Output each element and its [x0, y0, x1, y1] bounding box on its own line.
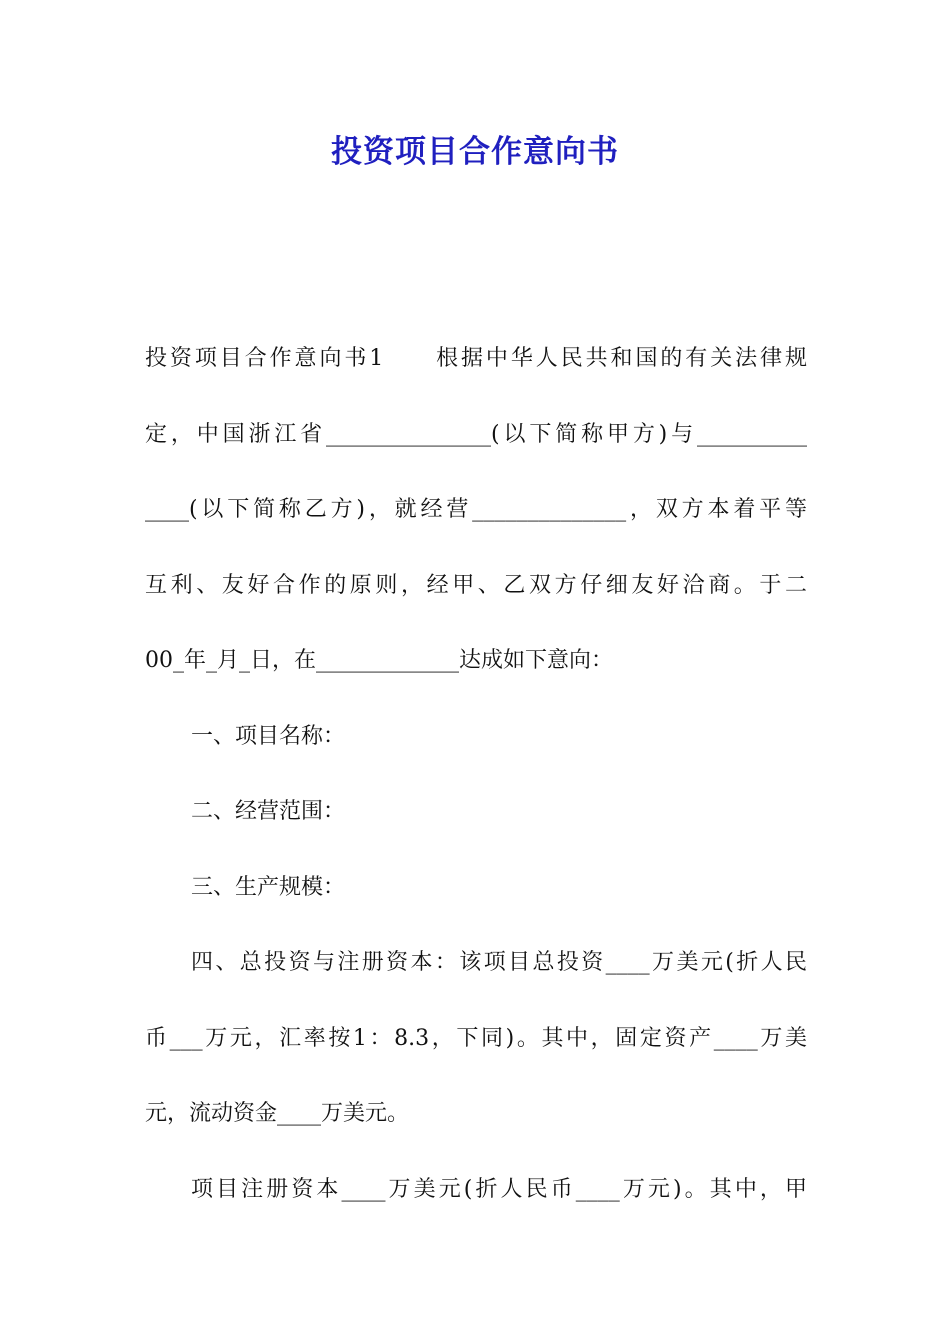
document-body [145, 334, 807, 1240]
section-heading-production-scale: 三、生产规模： [191, 874, 346, 900]
section-heading-business-scope: 二、经营范围： [191, 799, 346, 824]
paragraph-line: 项目注册资本____万美元(折人民币____万元)。其中，甲 [191, 1176, 807, 1202]
paragraph-line: 元，流动资金____万美元。 [145, 1101, 410, 1126]
paragraph-line: 00_年_月_日，在_____________达成如下意向： [145, 648, 613, 673]
section-heading-project-name: 一、项目名称： [191, 723, 346, 749]
document-title: 投资项目合作意向书 [331, 134, 619, 170]
paragraph-line: ____(以下简称乙方)，就经营______________，双方本着平等 [145, 497, 807, 522]
paragraph-line: 投资项目合作意向书1 根据中华人民共和国的有关法律规 [145, 346, 807, 371]
paragraph-line: 四、总投资与注册资本：该项目总投资____万美元(折人民 [191, 950, 807, 975]
paragraph-line: 互利、友好合作的原则，经甲、乙双方仔细友好洽商。于二 [145, 572, 807, 598]
paragraph-line: 币___万元，汇率按1：8.3，下同)。其中，固定资产____万美 [145, 1025, 807, 1051]
paragraph-line: 定，中国浙江省_______________(以下简称甲方)与__________ [145, 421, 807, 447]
